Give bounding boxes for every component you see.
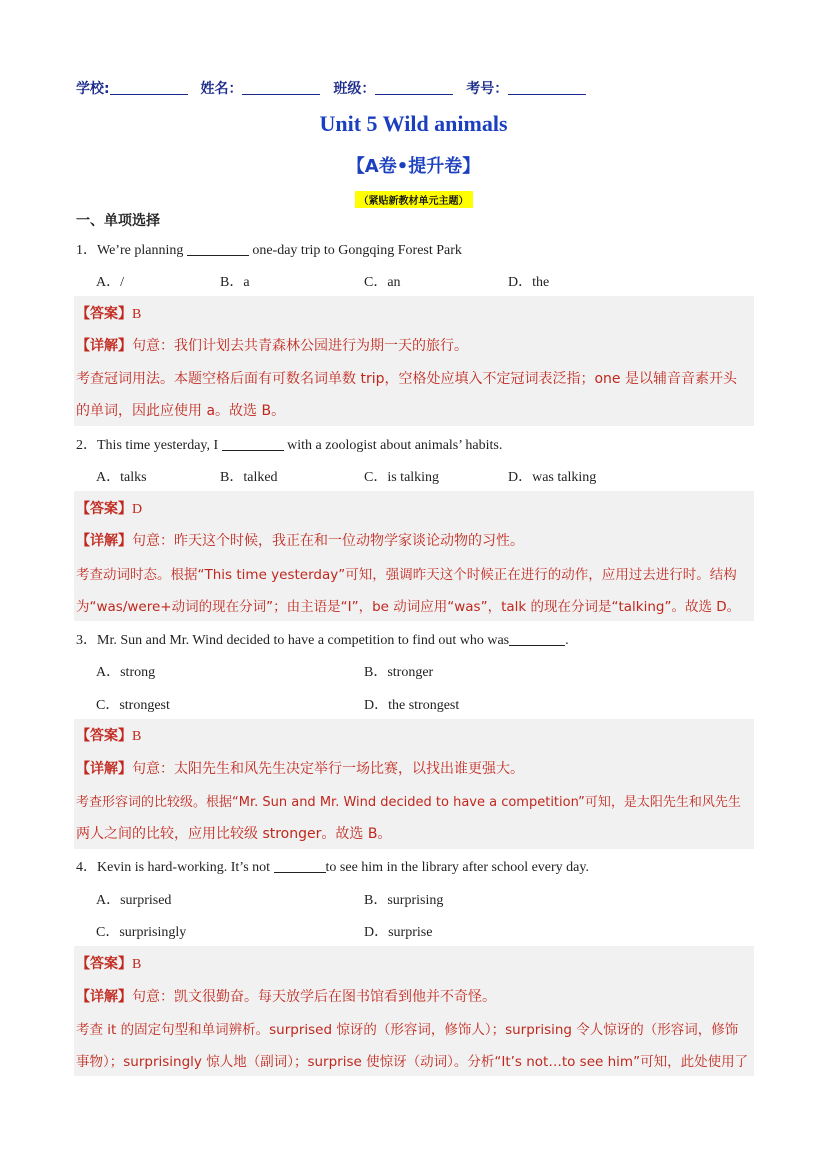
detail-text: 事物）；surprisingly 惊人地（副词）；surprise 使惊讶（动词）。分析“It’s not…to see him”可知，此处使用了 [76, 1054, 749, 1070]
option-a: A．talks [96, 470, 147, 485]
detail-text: 的单词，因此应使用 a。故选 B。 [76, 403, 286, 419]
answer-mark: 【答案】 [76, 956, 132, 972]
question-number: 1． [76, 243, 97, 258]
question-number: 4． [76, 860, 97, 875]
answer-line [76, 303, 141, 323]
class-label: 班级： [333, 81, 376, 97]
school-blank [110, 81, 188, 95]
name-label: 姓名： [200, 81, 243, 97]
answer-line [76, 498, 142, 518]
detail-text: 两人之间的比较，应用比较级 stronger。故选 B。 [76, 826, 392, 842]
option-c: C．is talking [364, 470, 440, 485]
detail-text: 句意：我们计划去共青森林公园进行为期一天的旅行。 [132, 338, 468, 354]
answer-box-4 [74, 946, 754, 1076]
option-c: C．an [364, 275, 401, 290]
answer-mark: 【答案】 [76, 306, 132, 322]
detail-mark: 【详解】 [76, 989, 132, 1005]
question-3 [76, 629, 569, 649]
answer-value: B [132, 729, 142, 744]
option-d: D．surprise [364, 925, 433, 940]
answer-value: B [132, 307, 142, 322]
option-b: B．surprising [364, 893, 444, 908]
class-blank [375, 81, 453, 95]
answer-box-2 [74, 491, 754, 621]
detail-text: 考查 it 的固定句型和单词辨析。surprised 惊讶的（形容词，修饰人）；surprising 令人惊讶的（形容词，修饰 [76, 1022, 739, 1038]
question-stem: We’re planning [97, 243, 184, 258]
section-title: 一、单项选择 [76, 213, 160, 229]
answer-box-3 [74, 719, 754, 849]
option-b: B．a [220, 275, 250, 290]
detail-text: 句意：太阳先生和风先生决定举行一场比赛，以找出谁更强大。 [132, 761, 524, 777]
answer-box-1 [74, 296, 754, 426]
answer-value: D [132, 502, 143, 517]
fill-blank [222, 437, 284, 451]
question-1 [76, 239, 462, 259]
fill-blank [274, 859, 326, 873]
name-blank [242, 81, 320, 95]
detail-line [76, 530, 524, 550]
question-stem: to see him in the library after school every day. [325, 860, 589, 875]
detail-text: 考查形容词的比较级。根据“Mr. Sun and Mr. Wind decided to have a competition”可知，是太阳先生和风先生 [76, 795, 741, 810]
document-subtitle: 【A卷•提升卷】 [346, 156, 481, 177]
option-a: A．strong [96, 665, 156, 680]
question-stem: Kevin is hard-working. It’s not [97, 860, 271, 875]
answer-line [76, 725, 141, 745]
option-c: C．strongest [96, 698, 170, 713]
detail-text: 句意：昨天这个时候，我正在和一位动物学家谈论动物的习性。 [132, 533, 524, 549]
exam-no-blank [508, 81, 586, 95]
option-d: D．the strongest [364, 698, 460, 713]
detail-text: 为“was/were+动词的现在分词”；由主语是“I”，be 动词应用“was”，talk 的现在分词是“talking”。故选 D。 [76, 599, 741, 615]
school-label: 学校: [76, 81, 110, 97]
detail-line [76, 986, 496, 1006]
question-2 [76, 434, 502, 454]
answer-mark: 【答案】 [76, 728, 132, 744]
question-stem: one-day trip to Gongqing Forest Park [252, 243, 462, 258]
detail-text: 句意：凯文很勤奋。每天放学后在图书馆看到他并不奇怪。 [132, 989, 496, 1005]
exam-no-label: 考号： [466, 81, 509, 97]
detail-text: 考查冠词用法。本题空格后面有可数名词单数 trip，空格处应填入不定冠词表泛指；one 是以辅音音素开头 [76, 371, 737, 387]
answer-line [76, 953, 141, 973]
answer-value: B [132, 957, 142, 972]
detail-mark: 【详解】 [76, 761, 132, 777]
option-c: C．surprisingly [96, 925, 187, 940]
detail-line [76, 335, 468, 355]
question-stem: Mr. Sun and Mr. Wind decided to have a competition to find out who was [97, 633, 510, 648]
question-number: 2． [76, 438, 97, 453]
question-number: 3． [76, 633, 97, 648]
student-info-line [76, 78, 590, 98]
question-stem: with a zoologist about animals’ habits. [287, 438, 503, 453]
option-d: D．the [508, 275, 550, 290]
option-a: A．surprised [96, 893, 172, 908]
fill-blank [187, 242, 249, 256]
detail-mark: 【详解】 [76, 533, 132, 549]
option-b: B．talked [220, 470, 278, 485]
answer-mark: 【答案】 [76, 501, 132, 517]
option-d: D．was talking [508, 470, 597, 485]
detail-mark: 【详解】 [76, 338, 132, 354]
document-title: Unit 5 Wild animals [319, 111, 508, 136]
question-stem: This time yesterday, I [97, 438, 219, 453]
detail-text: 考查动词时态。根据“This time yesterday”可知，强调昨天这个时候正在进行的动作，应用过去进行时。结构 [76, 567, 737, 583]
question-stem: . [565, 633, 569, 648]
option-b: B．stronger [364, 665, 434, 680]
option-a: A．/ [96, 275, 124, 290]
question-4 [76, 856, 589, 876]
theme-tag: （紧贴新教材单元主题） [355, 191, 473, 208]
detail-line [76, 758, 524, 778]
fill-blank [509, 632, 565, 646]
